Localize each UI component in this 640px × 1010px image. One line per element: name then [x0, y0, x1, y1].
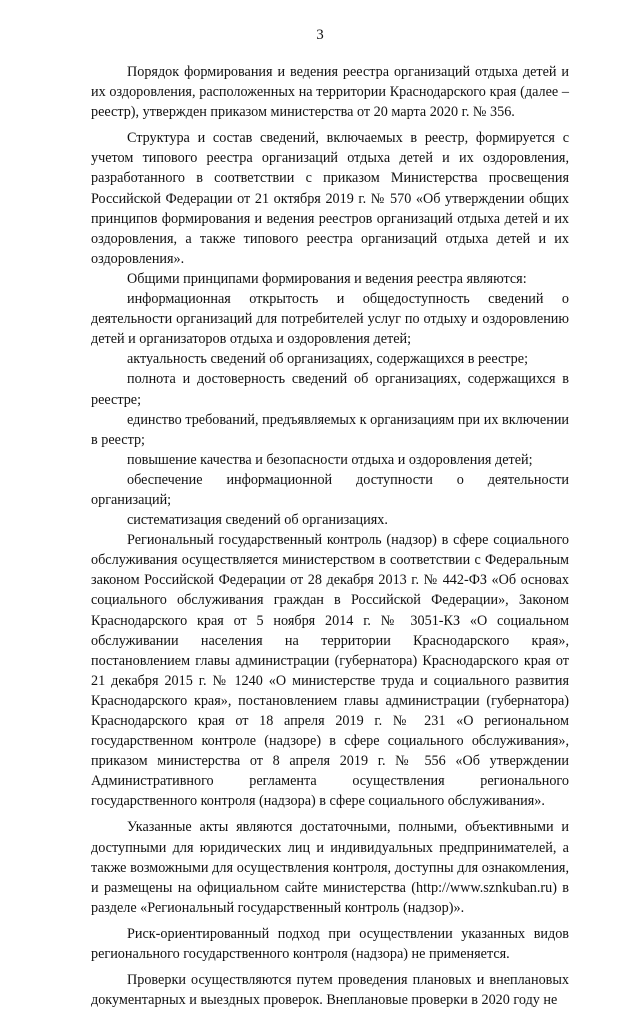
principle-quality: повышение качества и безопасности отдыха и оздоровления детей; — [127, 451, 533, 468]
document-body — [91, 62, 569, 1010]
paragraph-registry-structure: Структура и состав сведений, включаемых в реестр, формируется с учетом типового реестра организаций отдыха детей и их оздоровления, разработанного в соответствии с приказом Министерства просвещения Российской Федерации от 21 октября 2019 г. № 570 «Об утверждении общих принципов формирования и ведения реестров организаций отдыха детей и их оздоровления, а также типового реестра организаций отдыха детей и их оздоровления». — [91, 130, 569, 267]
principle-completeness: полнота и достоверность сведений об организациях, содержащихся в реестре; — [91, 371, 569, 408]
principle-systematization: систематизация сведений об организациях. — [127, 512, 388, 529]
paragraph-registry-order: Порядок формирования и ведения реестра организаций отдыха детей и их оздоровления, расположенных на территории Краснодарского края (далее – реестр), утвержден приказом министерства от 20 марта 2020 г. № 356. — [91, 64, 569, 121]
paragraph-acts-sufficiency: Указанные акты являются достаточными, полными, объективными и доступными для юридических лиц и индивидуальных предпринимателей, а также возможными для осуществления контроля, доступны для ознакомления, и размещены на официальном сайте министерства (http://www.sznkuban.ru) в разделе «Региональный государственный контроль (надзор)». — [91, 819, 569, 916]
principle-openness: информационная открытость и общедоступность сведений о деятельности организаций для потребителей услуг по отдыху и оздоровлению детей и организаторов отдыха и оздоровления детей; — [91, 291, 569, 348]
page-number: 3 — [316, 27, 324, 43]
paragraph-regional-control: Региональный государственный контроль (надзор) в сфере социального обслуживания осуществляется министерством в соответствии с Федеральным законом Российской Федерации от 28 декабря 2013 г. № 442-ФЗ «Об основах социального обслуживания граждан в Российской Федерации», Законом Краснодарского края от 5 ноября 2014 г. № 3051-КЗ «О социальном обслуживании населения на территории Краснодарского края», постановлением главы администрации (губернатора) Краснодарского края от 21 декабря 2015 г. № 1240 «О министерстве труда и социального развития Краснодарского края», постановлением главы администрации (губернатора) Краснодарского края от 18 апреля 2019 г. № 231 «О региональном государственном контроле (надзоре) в сфере социального обслуживания», приказом министерства от 8 апреля 2019 г. № 556 «Об утверждении Административного регламента осуществления регионального государственного контроля (надзора) в сфере социального обслуживания». — [91, 532, 569, 810]
principle-actuality: актуальность сведений об организациях, содержащихся в реестре; — [127, 351, 529, 368]
paragraph-principles-intro: Общими принципами формирования и ведения реестра являются: — [127, 270, 527, 287]
principle-uniformity: единство требований, предъявляемых к организациям при их включении в реестр; — [91, 411, 569, 448]
principle-accessibility: обеспечение информационной доступности о деятельности организаций; — [91, 471, 569, 508]
paragraph-risk-approach: Риск-ориентированный подход при осуществлении указанных видов регионального государственного контроля (надзора) не применяется. — [91, 925, 569, 963]
paragraph-inspections: Проверки осуществляются путем проведения плановых и внеплановых документарных и выездных проверок. Внеплановые проверки в 2020 году не — [91, 972, 569, 1009]
